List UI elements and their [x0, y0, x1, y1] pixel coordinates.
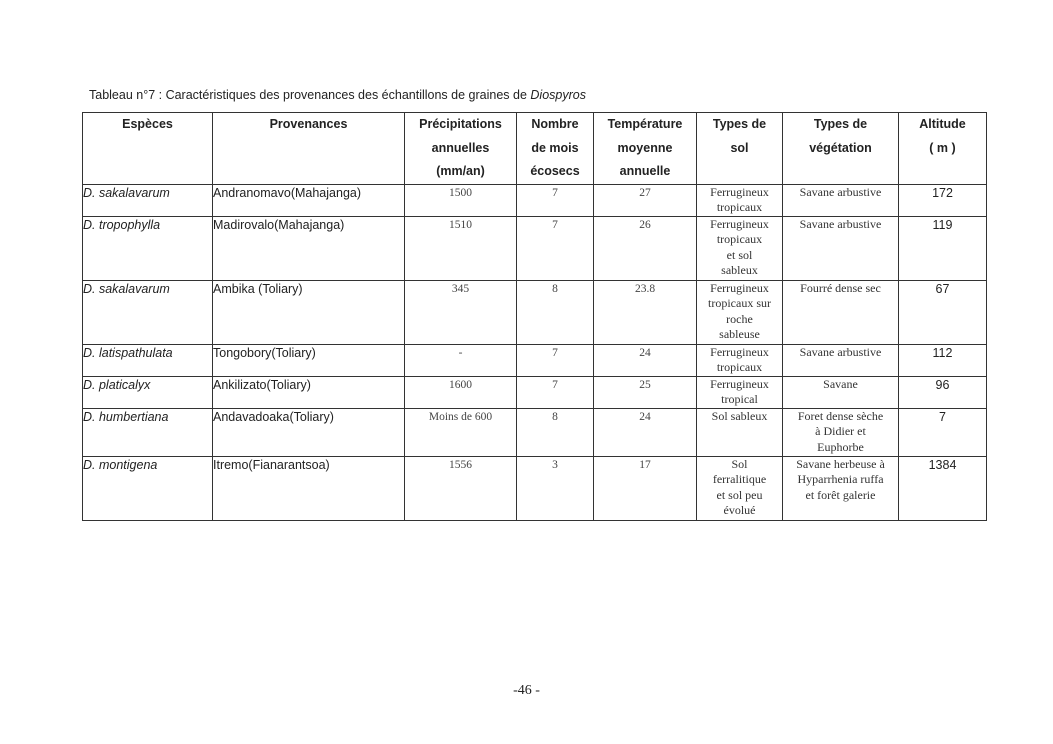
temperature-cell: 27	[594, 184, 697, 216]
provenance-cell: Madirovalo(Mahajanga)	[213, 216, 405, 280]
altitude-cell: 172	[899, 184, 987, 216]
precipitation-cell: 1600	[405, 376, 517, 408]
soil-cell	[697, 456, 783, 520]
vegetation-line: Savane herbeuse à	[796, 456, 885, 471]
header-provenances	[213, 113, 405, 185]
dry-months-cell: 7	[517, 376, 594, 408]
soil-line: évolué	[723, 503, 756, 517]
altitude-cell: 1384	[899, 456, 987, 520]
header-nombre-line-2: de mois	[531, 140, 579, 155]
vegetation-line: Savane	[823, 376, 858, 391]
provenance-cell: Andranomavo(Mahajanga)	[213, 184, 405, 216]
header-alt-line-2: ( m )	[929, 140, 956, 155]
precipitation-cell: Moins de 600	[405, 408, 517, 456]
vegetation-cell	[783, 408, 899, 456]
temperature-cell: 17	[594, 456, 697, 520]
header-temp-line-2: moyenne	[617, 140, 673, 155]
vegetation-cell	[783, 344, 899, 376]
altitude-cell: 119	[899, 216, 987, 280]
soil-line: tropicaux	[716, 200, 763, 214]
species-cell: D. tropophylla	[83, 216, 213, 280]
altitude-cell: 67	[899, 280, 987, 344]
soil-line: sableuse	[719, 327, 760, 341]
species-cell: D. montigena	[83, 456, 213, 520]
provenance-cell: Andavadoaka(Toliary)	[213, 408, 405, 456]
header-nombre-line-1: Nombre	[531, 117, 579, 131]
soil-cell	[697, 408, 783, 456]
temperature-cell: 23.8	[594, 280, 697, 344]
vegetation-line: Savane arbustive	[799, 344, 882, 359]
temperature-cell: 26	[594, 216, 697, 280]
soil-line: Ferrugineux	[710, 280, 769, 295]
soil-line: Sol	[731, 456, 748, 471]
soil-line: Sol sableux	[711, 408, 768, 423]
header-precip-line-3: (mm/an)	[436, 164, 485, 178]
species-cell: D. sakalavarum	[83, 184, 213, 216]
table-row	[83, 408, 987, 456]
altitude-cell: 7	[899, 408, 987, 456]
precipitation-cell: -	[405, 344, 517, 376]
precipitation-cell: 345	[405, 280, 517, 344]
provenance-cell: Ankilizato(Toliary)	[213, 376, 405, 408]
table-row	[83, 344, 987, 376]
header-provenances-line: Provenances	[269, 117, 348, 131]
header-especes	[83, 113, 213, 185]
soil-line: et sol	[726, 247, 753, 262]
header-temperature	[594, 113, 697, 185]
vegetation-cell	[783, 216, 899, 280]
header-alt-line-1: Altitude	[919, 117, 966, 131]
header-precip-line-2: annuelles	[431, 140, 490, 155]
page-number: -46 -	[513, 683, 540, 698]
provenance-cell: Tongobory(Toliary)	[213, 344, 405, 376]
dry-months-cell: 8	[517, 280, 594, 344]
provenance-table	[82, 112, 987, 521]
caption-genus: Diospyros	[530, 88, 586, 102]
header-altitude	[899, 113, 987, 185]
dry-months-cell: 7	[517, 344, 594, 376]
vegetation-line: Euphorbe	[817, 439, 864, 454]
dry-months-cell: 7	[517, 216, 594, 280]
soil-line: tropicaux sur	[708, 296, 771, 310]
soil-cell	[697, 280, 783, 344]
soil-cell	[697, 344, 783, 376]
header-veg-line-2: végétation	[809, 140, 872, 155]
dry-months-cell: 8	[517, 408, 594, 456]
altitude-cell: 112	[899, 344, 987, 376]
header-nombre-mois	[517, 113, 594, 185]
soil-line: tropical	[721, 392, 758, 406]
dry-months-cell: 3	[517, 456, 594, 520]
header-row	[83, 113, 987, 185]
soil-line: tropicaux	[716, 360, 763, 374]
provenance-cell: Itremo(Fianarantsoa)	[213, 456, 405, 520]
temperature-cell: 24	[594, 344, 697, 376]
table-row	[83, 280, 987, 344]
header-types-vegetation	[783, 113, 899, 185]
table-row	[83, 376, 987, 408]
caption-text: Tableau n°7 : Caractéristiques des provenances des échantillons de graines de	[89, 88, 531, 102]
soil-line: Ferrugineux	[710, 216, 769, 231]
soil-cell	[697, 184, 783, 216]
table-row	[83, 456, 987, 520]
header-temp-line-1: Température	[607, 117, 683, 131]
soil-line: et sol peu	[716, 487, 763, 502]
species-cell: D. sakalavarum	[83, 280, 213, 344]
header-veg-line-1: Types de	[813, 117, 868, 131]
vegetation-line: Fourré dense sec	[800, 280, 881, 295]
soil-cell	[697, 376, 783, 408]
header-especes-line: Espèces	[122, 117, 173, 131]
soil-cell	[697, 216, 783, 280]
header-types-sol	[697, 113, 783, 185]
soil-line: Ferrugineux	[710, 376, 769, 391]
soil-line: roche	[726, 311, 753, 326]
table-row	[83, 184, 987, 216]
vegetation-line: Savane arbustive	[799, 184, 882, 199]
header-precipitations	[405, 113, 517, 185]
soil-line: sableux	[721, 263, 758, 277]
temperature-cell: 25	[594, 376, 697, 408]
altitude-cell: 96	[899, 376, 987, 408]
soil-line: tropicaux	[716, 232, 763, 246]
vegetation-cell	[783, 376, 899, 408]
header-sol-line-2: sol	[730, 140, 749, 155]
vegetation-line: et forêt galerie	[805, 487, 876, 502]
vegetation-cell	[783, 184, 899, 216]
table-row	[83, 216, 987, 280]
species-cell: D. platicalyx	[83, 376, 213, 408]
soil-line: ferralitique	[712, 472, 767, 486]
vegetation-cell	[783, 456, 899, 520]
provenance-cell: Ambika (Toliary)	[213, 280, 405, 344]
soil-line: Ferrugineux	[710, 184, 769, 199]
soil-line: Ferrugineux	[710, 344, 769, 359]
header-nombre-line-3: écosecs	[530, 164, 580, 178]
dry-months-cell: 7	[517, 184, 594, 216]
vegetation-line: Savane arbustive	[799, 216, 882, 231]
header-precip-line-1: Précipitations	[419, 117, 502, 131]
vegetation-line: Hyparrhenia ruffa	[797, 472, 884, 486]
precipitation-cell: 1510	[405, 216, 517, 280]
precipitation-cell: 1500	[405, 184, 517, 216]
temperature-cell: 24	[594, 408, 697, 456]
species-cell: D. latispathulata	[83, 344, 213, 376]
vegetation-line: Foret dense sèche	[797, 408, 884, 423]
header-sol-line-1: Types de	[712, 117, 767, 131]
table-caption	[89, 88, 586, 102]
vegetation-cell	[783, 280, 899, 344]
vegetation-line: à Didier et	[815, 424, 866, 438]
precipitation-cell: 1556	[405, 456, 517, 520]
species-cell: D. humbertiana	[83, 408, 213, 456]
header-temp-line-3: annuelle	[619, 164, 671, 178]
